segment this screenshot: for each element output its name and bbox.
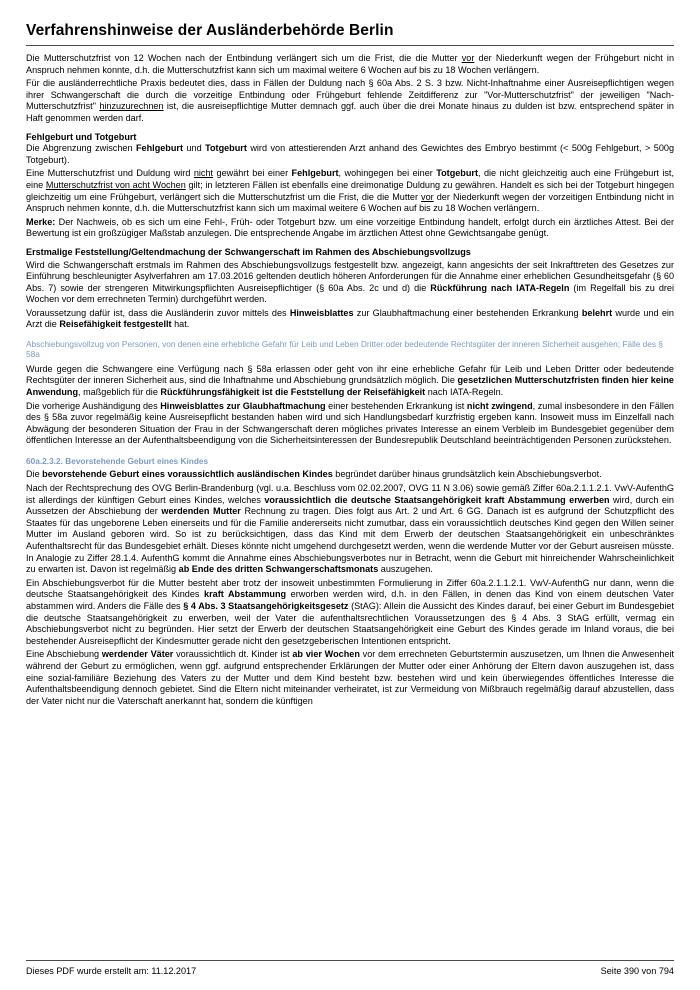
page-title: Verfahrenshinweise der Ausländerbehörde Berlin — [26, 22, 394, 39]
page-footer — [26, 960, 674, 976]
heading-fehlgeburt-totgeburt: Fehlgeburt und Totgeburt — [26, 131, 137, 142]
footer-divider — [26, 960, 674, 961]
paragraph-abgrenzung-fehl-totgeburt: Die Abgrenzung zwischen Fehlgeburt und Totgeburt wird von attestierenden Arzt anhand des Gewichtes des Embryo bestimmt (< 500g Fehlgeburt, > 500g Totgeburt). — [26, 143, 675, 165]
paragraph-aushaendigung-hinweisblatt: Die vorherige Aushändigung des Hinweisblattes zur Glaubhaftmachung einer bestehenden Erkrankung ist nicht zwingend, zumal insbesondere in den Fällen des § 58a zuvor regelmäßig keine Ausreisepflicht bestanden haben wird und sich Handlungsbedarf kurzfristig ergeben kann. Insoweit muss im Einzelfall nach Abwägung der besonderen Situation der Frau in der Schwangerschaft deren mögliches privates Interesse an einem Verbleib im Bundesgebiet gegenüber dem öffentlichen Interesse an der Aufenthaltsbeendigung von die Sicherheitsinteressen der Bundesrepublik Deutschland beeinträchtigenden Personen zurückstehen. — [26, 400, 674, 446]
footer-page-number: Seite 390 von 794 — [600, 966, 674, 976]
paragraph-abschiebungsverbot-mutter: Ein Abschiebungsverbot für die Mutter besteht aber trotz der insoweit unbestimmten Formulierung in Ziffer 60a.2.1.1.2.1. VwV-AufenthG nur dann, wenn die deutsche Staatsangehörigkeit des Kindes kraft Abstammung erworben werden wird, d.h. in den Fällen, in denen das Kind von einem deutschen Vater abstammen wird. Anders die Fälle des § 4 Abs. 3 Staatsangehörigkeitsgesetz (StAG): Allein die Aussicht des Kindes darauf, bei einer Geburt im Bundesgebiet die deutsche Staatsangehörigkeit zu erwerben, weil der Vater die aufenthaltsrechtlichen Voraussetzungen des § 4 Abs. 3 StAG erfüllt, vermag ein Abschiebungsverbot nicht zu begründen. Hier setzt der Erwerb der deutschen Staatsangehörigkeit eine Geburt des Kindes gerade im Inland voraus, die bei bestehender Ausreisepflicht der Kindesmutter gerade nicht den gesetzgeberischen Intentionen entspricht. — [26, 577, 674, 646]
paragraph-mutterschutzfrist-duldung: Eine Mutterschutzfrist und Duldung wird nicht gewährt bei einer Fehlgeburt, wohingegen bei einer Totgeburt, die nicht gleichzeitig auch eine Frühgeburt ist, eine Mutterschutzfrist von acht Wochen gilt; in letzteren Fällen ist ebenfalls eine dreimonatige Duldung zu gewähren. Handelt es sich bei der Totgeburt hingegen gleichzeitig um eine Frühgeburt, verlängert sich die Mutterschutzfrist um die Frist, die die Mutter vor der Niederkunft wegen der vorzeitigen Entbindung nicht in Anspruch nehmen konnte, d.h. die Mutterschutzfrist kann sich um maximal weitere 6 Wochen auf bis zu 18 Wochen verlängern. — [26, 168, 675, 214]
title-divider — [26, 45, 674, 46]
heading-erstmalige-feststellung: Erstmalige Feststellung/Geltendmachung der Schwangerschaft im Rahmen des Abschiebungsvollzugs — [26, 246, 471, 257]
paragraph-bevorstehende-geburt: Die bevorstehende Geburt eines voraussichtlich ausländischen Kindes begründet darüber hinaus grundsätzlich kein Abschiebungsverbot. — [26, 469, 602, 480]
paragraph-auslaenderrechtliche-praxis: Für die ausländerrechtliche Praxis bedeutet dies, dass in Fällen der Duldung nach § 60a Abs. 2 S. 3 bzw. Nicht-Inhaftnahme einer Ausreisepflichtigen wegen ihrer Schwangerschaft die durch die vorzeitige Entbindung oder Frühgeburt fehlende Zeitdifferenz zur "Vor-Mutterschutzfrist" der jeweiligen "Nach-Mutterschutzfrist" hinzuzurechnen ist, die ausreisepflichtige Mutter demnach ggf. auch über die drei Monate hinaus zu dulden ist bzw. entsprechend später in Haft genommen werden darf. — [26, 78, 674, 123]
paragraph-rechtsprechung-ovg: Nach der Rechtsprechung des OVG Berlin-Brandenburg (vgl. u.a. Beschluss vom 02.02.2007, OVG 11 N 3.06) sowie gemäß Ziffer 60a.2.1.1.2.1. VwV-AufenthG ist allerdings der künftigen Geburt eines Kindes, welches voraussichtlich die deutsche Staatsangehörigkeit kraft Abstammung erwerben wird, durch ein Aussetzen der Abschiebung der werdenden Mutter Rechnung zu tragen. Dies folgt aus Art. 2 und Art. 6 GG. Danach ist es aufgrund der Schutzpflicht des Staates für das ungeborene Leben einerseits und für die Familie andererseits nicht zumutbar, dass ein voraussichtlich deutsches Kind gegen den Willen seiner Mutter im Ausland geboren wird. So ist zu berücksichtigen, dass das Kind mit dem Erwerb der deutschen Staatsangehörigkeit ein unbeschränktes Aufenthaltsrecht für das Bundesgebiet erhält. Dieses könnte nicht umgehend durchgesetzt werden, wenn die werdende Mutter vor der Geburt ausreisen müsste. In Analogie zu Ziffer 28.1.4. AufenthG kommt die Annahme eines Abschiebungsverbotes nur in Betracht, wenn die Geburt mit hinreichender Wahrscheinlichkeit zu erwarten ist. Davon ist regelmäßig ab Ende des dritten Schwangerschaftsmonats auszugehen. — [26, 483, 674, 575]
paragraph-verfuegung-58a: Wurde gegen die Schwangere eine Verfügung nach § 58a erlassen oder geht von ihr eine erhebliche Gefahr für Leib und Leben Dritter oder bedeutende Rechtsgüter der inneren Sicherheit aus, sind die Inhaftnahme und Abschiebung grundsätzlich möglich. Die gesetzlichen Mutterschutzfristen finden hier keine Anwendung, maßgeblich für die Rückführungsfähigkeit ist die Feststellung der Reisefähigkeit nach IATA-Regeln. — [26, 363, 674, 398]
faded-heading-abschiebungsvollzug-58a: Abschiebungsvollzug von Personen, von denen eine erhebliche Gefahr für Leib und Leben Dritter oder bedeutende Rechtsgüter der inneren Sicherheit ausgehen; Fälle des § 58a — [26, 339, 663, 360]
paragraph-abschiebung-werdende-vaeter: Eine Abschiebung werdender Väter voraussichtlich dt. Kinder ist ab vier Wochen vor dem errechneten Geburtstermin auszusetzen, um Ihnen die Anwesenheit während der Geburt zu ermöglichen, wenn ggf. aufgrund entsprechender Erklärungen der Mutter oder einer Anhörung der Eltern davon auszugehen ist, dass eine sozial-familiäre Beziehung des Vaters zu der Mutter und dem Kind besteht bzw. bestehen wird und kein überwiegendes öffentliches Interesse die Aufenthaltsbeendigung dennoch gebietet. Sind die Eltern nicht miteinander verheiratet, ist zur Vermeidung von Mißbrauch regelmäßig darauf abzustellen, dass der Vater nicht nur die Vaterschaft anerkannt hat, sondern die künftigen — [26, 649, 674, 706]
paragraph-merke-nachweis: Merke: Der Nachweis, ob es sich um eine Fehl-, Früh- oder Totgeburt bzw. um eine vorzeitige Entbindung handelt, erfolgt durch ein ärztliches Attest. Bei der Bewertung ist ein großzügiger Maßstab anzulegen. Die entsprechende Angabe im ärztlichen Attest ohne Gewichtsangabe genügt. — [26, 216, 674, 239]
faded-heading-bevorstehende-geburt: 60a.2.3.2. Bevorstehende Geburt eines Kindes — [26, 456, 209, 467]
paragraph-mutterschutzfrist-verlaengerung: Die Mutterschutzfrist von 12 Wochen nach der Entbindung verlängert sich um die Frist, die die Mutter vor der Niederkunft wegen der Frühgeburt nicht in Anspruch nehmen konnte, d.h. die Mutterschutzfrist kann sich um maximal weitere 6 Wochen auf bis zu 18 Wochen verlängern. — [26, 53, 675, 75]
paragraph-voraussetzung-belehrung: Voraussetzung dafür ist, dass die Ausländerin zuvor mittels des Hinweisblattes zur Glaubhaftmachung einer bestehenden Erkrankung belehrt wurde und ein Arzt die Reisefähigkeit festgestellt hat. — [26, 307, 674, 330]
footer-creation-date: Dieses PDF wurde erstellt am: 11.12.2017 — [26, 966, 197, 976]
paragraph-abschiebungsvollzug-feststellung: Wird die Schwangerschaft erstmals im Rahmen des Abschiebungsvollzugs festgestellt bzw. angezeigt, kann angesichts der seit Inkrafttreten des Gesetzes zur Einführung beschleunigter Asylverfahren am 17.03.2016 geltenden deutlich höheren Anforderungen für die Annahme einer erheblichen Gesundheitsgefahr (§ 60 Abs. 7) sowie der strengeren Mitwirkungspflichten Ausreisepflichtiger (§ 60a Abs. 2c und d) die Rückführung nach IATA-Regeln (im Regelfall bis zu drei Wochen vor dem errechneten Termin) durchgeführt werden. — [26, 259, 674, 305]
